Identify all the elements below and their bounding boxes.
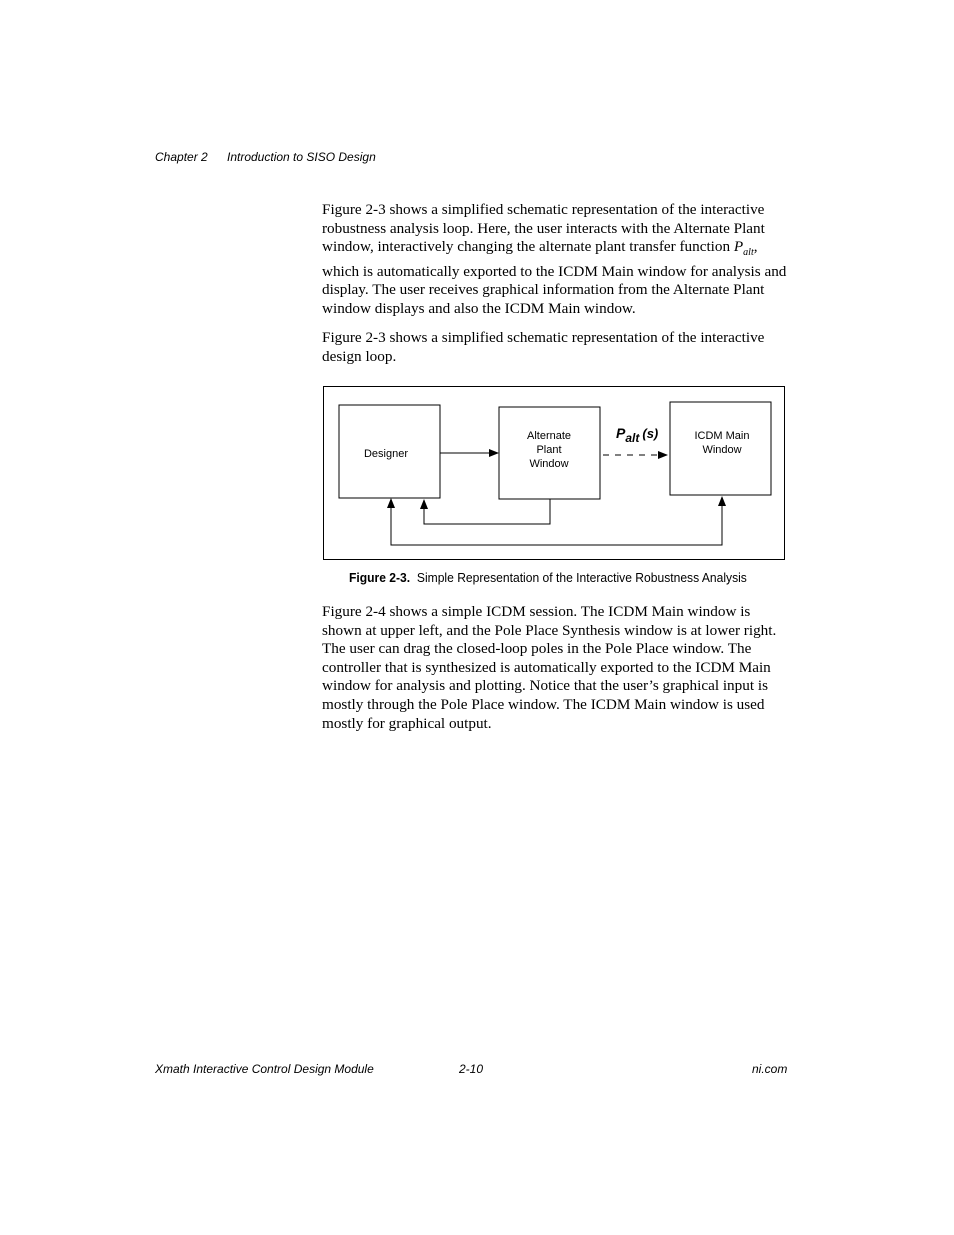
footer-website: ni.com (752, 1062, 788, 1076)
paragraph-text-cont: , which is automatically exported to the ICDM Main window for analysis and display. The user receives graphical information from the Alternate Plant window displays and also the ICDM Main window. (322, 238, 787, 317)
designer-label: Designer (363, 448, 409, 460)
icdm-label-line1: ICDM Main (694, 430, 750, 442)
feedback-designer-to-icdm (391, 497, 722, 545)
footer-page-number: 2-10 (459, 1062, 484, 1076)
chapter-title: Introduction to SISO Design (227, 150, 376, 164)
running-header (155, 150, 376, 164)
arrowhead-into-designer (387, 498, 395, 508)
diagram-canvas (324, 387, 786, 561)
chapter-label: Chapter 2 (155, 150, 208, 164)
figure-caption (349, 570, 747, 585)
palt-label: $P_{alt}$ $^{(s)}$ (616, 425, 659, 445)
alt-label-line3: Window (529, 458, 569, 470)
paragraph-icdm-session: Figure 2-4 shows a simple ICDM session. The ICDM Main window is shown at upper left, and the Pole Place Synthesis window is at lower right. The user can drag the closed-loop poles in the Pole Place window. The controller that is synthesized is automatically exported to the ICDM Main window for analysis and plotting. Notice that the user’s graphical input is mostly through the Pole Place window. The ICDM Main window is used mostly for graphical output. (322, 603, 777, 732)
paragraph-design-loop: Figure 2-3 shows a simplified schematic representation of the interactive design loop. (322, 329, 765, 365)
palt-symbol: $P_{alt}$ (733, 238, 754, 259)
icdm-label-line2: Window (702, 444, 742, 456)
alt-label-line2: Plant (536, 444, 562, 456)
caption-label: Figure 2-3. (349, 570, 411, 585)
paragraph-robustness-loop (322, 201, 787, 319)
alt-label-line1: Alternate (526, 430, 572, 442)
caption-text: Simple Representation of the Interactive Robustness Analysis (416, 570, 747, 585)
paragraph-text: Figure 2-3 shows a simplified schematic representation of the interactive robustness analysis loop. Here, the user interacts with the Alternate Plant window, interactively changing the alternate plant transfer function (322, 201, 765, 256)
feedback-alt-to-designer (424, 499, 550, 524)
footer-product-name: Xmath Interactive Control Design Module (155, 1062, 374, 1076)
figure-2-3-diagram (323, 386, 785, 560)
